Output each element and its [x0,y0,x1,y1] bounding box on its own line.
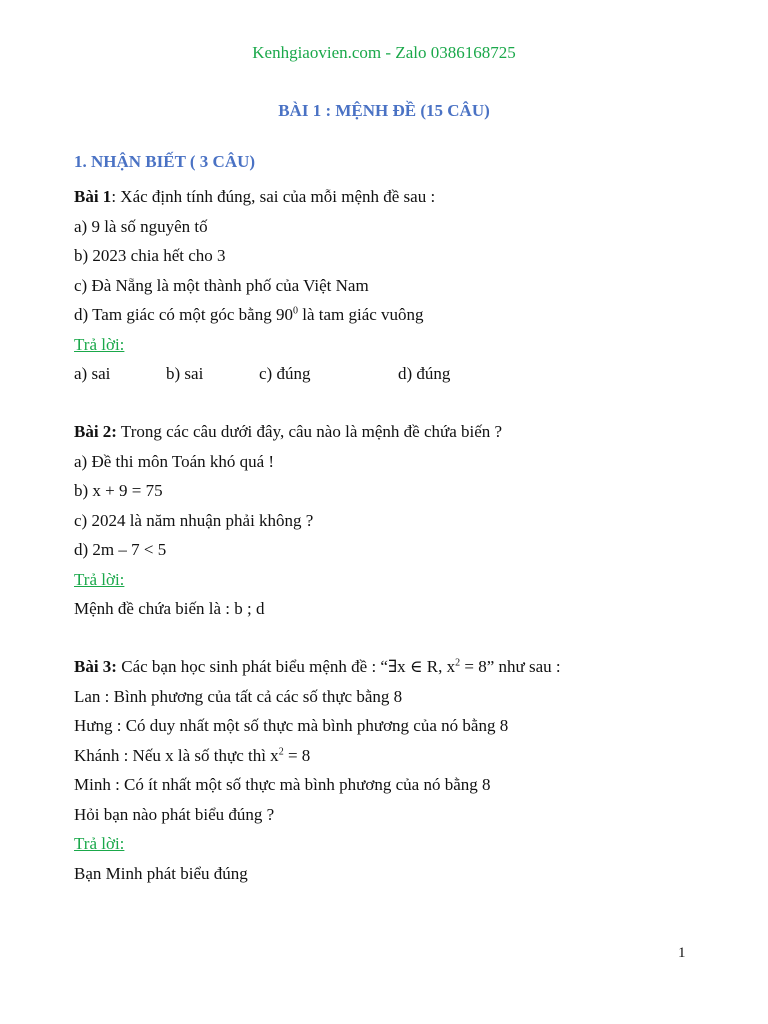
bai1-answer-d: d) đúng [398,364,451,383]
bai1-answer-b: b) sai [166,364,204,383]
bai3-lan: Lan : Bình phương của tất cả các số thực bằng 8 [74,687,403,706]
bai1-answer-a: a) sai [74,364,111,383]
lesson-title: BÀI 1 : MỆNH ĐỀ (15 CÂU) [278,101,490,120]
bai2-answer-label: Trả lời: [74,570,125,589]
bai3-label: Bài 3: [74,657,117,676]
bai1-option-d [74,304,424,326]
bai1-answer-c: c) đúng [259,364,311,383]
bai1-option-b: b) 2023 chia hết cho 3 [74,246,226,265]
bai1-option-d-tail: là tam giác vuông [297,305,424,324]
section-heading: 1. NHẬN BIẾT ( 3 CÂU) [74,152,256,171]
bai2-answer: Mệnh đề chứa biến là : b ; d [74,599,265,618]
square-superscript: 2 [278,746,284,758]
bai3-khanh [74,745,310,767]
bai1-prompt [74,186,435,208]
bai2-prompt [74,421,502,443]
bai3-minh: Minh : Có ít nhất một số thực mà bình phương của nó bằng 8 [74,775,491,794]
bai2-option-d: d) 2m – 7 < 5 [74,540,167,559]
bai2-option-a: a) Đề thi môn Toán khó quá ! [74,452,275,471]
bai1-option-c: c) Đà Nẵng là một thành phố của Việt Nam [74,276,369,295]
bai3-prompt-tail: = 8” như sau : [460,657,561,676]
bai1-prompt-text: : Xác định tính đúng, sai của mỗi mệnh đề sau : [111,187,436,206]
bai2-label: Bài 2: [74,422,117,441]
page-number: 1 [678,945,686,961]
bai3-prompt-text: Các bạn học sinh phát biểu mệnh đề : “∃x ∈ R, x [116,657,456,676]
bai1-option-a: a) 9 là số nguyên tố [74,217,208,236]
degree-superscript: 0 [292,305,298,317]
site-header: Kenhgiaovien.com - Zalo 0386168725 [252,43,516,62]
bai2-prompt-text: Trong các câu dưới đây, câu nào là mệnh đề chứa biến ? [116,422,503,441]
bai3-khanh-tail: = 8 [283,746,311,765]
bai1-option-d-text: d) Tam giác có một góc bằng 90 [74,305,293,324]
bai3-prompt [74,656,561,678]
bai2-option-b: b) x + 9 = 75 [74,481,163,500]
bai3-question: Hỏi bạn nào phát biểu đúng ? [74,805,275,824]
square-superscript: 2 [455,657,461,669]
bai3-answer: Bạn Minh phát biểu đúng [74,864,248,883]
bai2-option-c: c) 2024 là năm nhuận phải không ? [74,511,314,530]
bai3-khanh-text: Khánh : Nếu x là số thực thì x [74,746,279,765]
bai1-label: Bài 1 [74,187,112,206]
bai1-answer-label: Trả lời: [74,335,125,354]
bai3-answer-label: Trả lời: [74,834,125,853]
bai1-answers [74,363,494,385]
bai3-hung: Hưng : Có duy nhất một số thực mà bình phương của nó bằng 8 [74,716,509,735]
